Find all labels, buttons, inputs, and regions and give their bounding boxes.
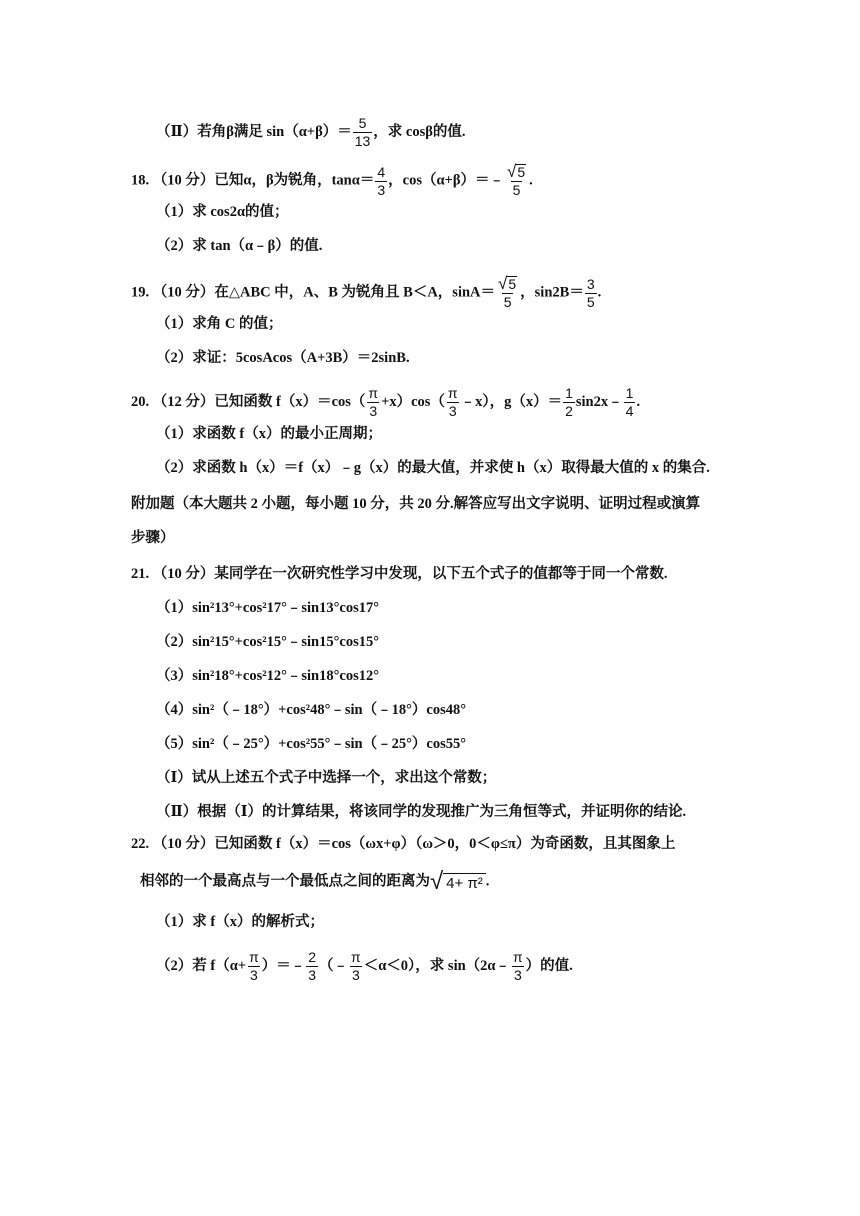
q22-part2-a: （2）若 f（α+ <box>156 957 247 974</box>
q22-part2 <box>156 950 573 983</box>
q21-stem <box>131 564 668 584</box>
q22-text-c: . <box>485 873 490 890</box>
fraction-3-5 <box>585 277 597 310</box>
q20-text-a: （12 分）已知函数 f（x）＝cos（ <box>152 393 366 410</box>
q21-expr-3: （3）sin²18°+cos²12°﹣sin18°cos12° <box>156 668 380 684</box>
frac-num: 3 <box>586 275 595 292</box>
extra-section-header: 附加题（本大题共 2 小题，每小题 10 分，共 20 分.解答应写出文字说明、证明过程或演算 <box>131 496 701 512</box>
q18-number: 18. <box>131 172 150 189</box>
q22-stem-cont <box>140 870 489 894</box>
frac-num: 4 <box>377 163 386 180</box>
q19-number: 19. <box>131 284 150 301</box>
q18-part1: （1）求 cos2α的值； <box>156 204 289 220</box>
frac-den: 3 <box>369 403 378 419</box>
fraction-pi-3 <box>511 950 525 983</box>
q22-part2-d: ＜α＜0），求 sin（2α﹣ <box>363 957 510 974</box>
q19-text-c: . <box>597 284 602 301</box>
frac-den: 5 <box>512 182 521 198</box>
frac-den: 5 <box>503 294 512 310</box>
q21-part2: （Ⅱ）根据（Ⅰ）的计算结果，将该同学的发现推广为三角恒等式，并证明你的结论. <box>156 804 687 820</box>
fraction-1-4 <box>624 386 636 419</box>
q21-text: （10 分）某同学在一次研究性学习中发现，以下五个式子的值都等于同一个常数. <box>152 566 668 582</box>
q22-text-a: （10 分）已知函数 f（x）＝cos（ωx+φ）（ω＞0，0＜φ≤π）为奇函数，且其图象上 <box>152 836 676 852</box>
frac-den: 4 <box>625 403 634 419</box>
q18-text-c: . <box>529 172 533 189</box>
q18-part2: （2）求 tan（α﹣β）的值. <box>156 238 323 254</box>
frac-num: 2 <box>308 949 317 965</box>
fraction-1-2 <box>563 386 575 419</box>
fraction-2-3 <box>306 950 318 983</box>
q21-expr-2: （2）sin²15°+cos²15°﹣sin15°cos15° <box>156 634 380 650</box>
q20-stem <box>131 386 640 419</box>
q19-part2: （2）求证：5cosAcos（A+3B）＝2sinB. <box>156 350 410 366</box>
q18-text-b: ，cos（α+β）＝﹣ <box>388 172 504 189</box>
q19-text-a: （10 分）在△ABC 中，A、B 为锐角且 B＜A，sinA＝ <box>152 284 496 301</box>
frac-num: π <box>368 385 379 401</box>
frac-den: 2 <box>565 403 573 419</box>
frac-num: 1 <box>625 385 634 401</box>
q18-stem <box>131 164 533 198</box>
frac-den: 3 <box>513 967 522 983</box>
q22-number: 22. <box>131 836 150 852</box>
sqrt-4-plus-pi-squared: √ 4+ π² <box>430 870 486 894</box>
frac-den: 3 <box>351 967 360 983</box>
q19-stem <box>131 276 601 310</box>
q22-stem <box>131 834 675 854</box>
sqrt-radicand: 5 <box>508 276 517 292</box>
frac-num: 1 <box>565 385 573 401</box>
q17-part2 <box>156 116 466 149</box>
q21-number: 21. <box>131 566 150 582</box>
fraction-sqrt5-5 <box>496 276 519 310</box>
q20-text-d: sin2x﹣ <box>575 393 623 410</box>
sqrt-radicand: 4+ π² <box>443 873 486 894</box>
q20-text-b: +x）cos（ <box>381 393 445 410</box>
q19-text-b: ，sin2B＝ <box>520 284 584 301</box>
q21-expr-1: （1）sin²13°+cos²17°﹣sin13°cos17° <box>156 600 380 616</box>
fraction-sqrt5-5 <box>505 164 528 198</box>
frac-den: 3 <box>308 967 317 983</box>
frac-den: 13 <box>354 133 371 149</box>
fraction-pi-3 <box>247 950 261 983</box>
frac-den: 3 <box>448 403 457 419</box>
sqrt-radicand: 5 <box>517 164 526 180</box>
q18-text-a: （10 分）已知α，β为锐角，tanα＝ <box>152 172 375 189</box>
q21-part1: （Ⅰ）试从上述五个式子中选择一个，求出这个常数； <box>156 770 497 786</box>
q22-part2-b: ）＝﹣ <box>261 957 306 974</box>
q17-part2-text: （Ⅱ）若角β满足 sin（α+β）＝ <box>156 123 352 140</box>
extra-section-header-cont: 步骤） <box>131 530 175 546</box>
fraction-pi-3 <box>349 950 363 983</box>
sqrt-5: √ 5 <box>498 274 517 293</box>
sqrt-5: √ 5 <box>506 162 526 181</box>
q21-expr-4: （4）sin²（﹣18°）+cos²48°﹣sin（﹣18°）cos48° <box>156 702 467 718</box>
frac-num: π <box>351 949 361 965</box>
frac-num: 5 <box>358 115 367 131</box>
q21-expr-5: （5）sin²（﹣25°）+cos²55°﹣sin（﹣25°）cos55° <box>156 736 467 752</box>
q22-part2-c: （﹣ <box>319 957 349 974</box>
fraction-4-3 <box>375 165 387 198</box>
frac-num: π <box>513 949 523 965</box>
frac-den: 3 <box>377 181 386 198</box>
frac-den: 3 <box>250 967 258 983</box>
q20-part1: （1）求函数 f（x）的最小正周期； <box>156 426 382 442</box>
fraction-5-13 <box>353 116 373 149</box>
q17-part2-tail: ，求 cosβ的值. <box>373 123 466 140</box>
q20-text-c: ﹣x），g（x）＝ <box>460 393 563 410</box>
q20-part2: （2）求函数 h（x）＝f（x）﹣g（x）的最大值，并求使 h（x）取得最大值的 x 的集合. <box>156 460 710 476</box>
q22-part1: （1）求 f（x）的解析式； <box>156 914 324 930</box>
q20-number: 20. <box>131 393 150 410</box>
q19-part1: （1）求角 C 的值； <box>156 316 283 332</box>
frac-num: π <box>249 949 259 965</box>
frac-den: 5 <box>586 293 595 310</box>
q22-part2-e: ）的值. <box>525 957 573 974</box>
q20-text-e: . <box>636 393 641 410</box>
fraction-pi-3 <box>446 386 460 419</box>
fraction-pi-3 <box>366 386 380 419</box>
frac-num: π <box>447 385 458 401</box>
q22-text-b: 相邻的一个最高点与一个最低点之间的距离为 <box>140 873 430 890</box>
